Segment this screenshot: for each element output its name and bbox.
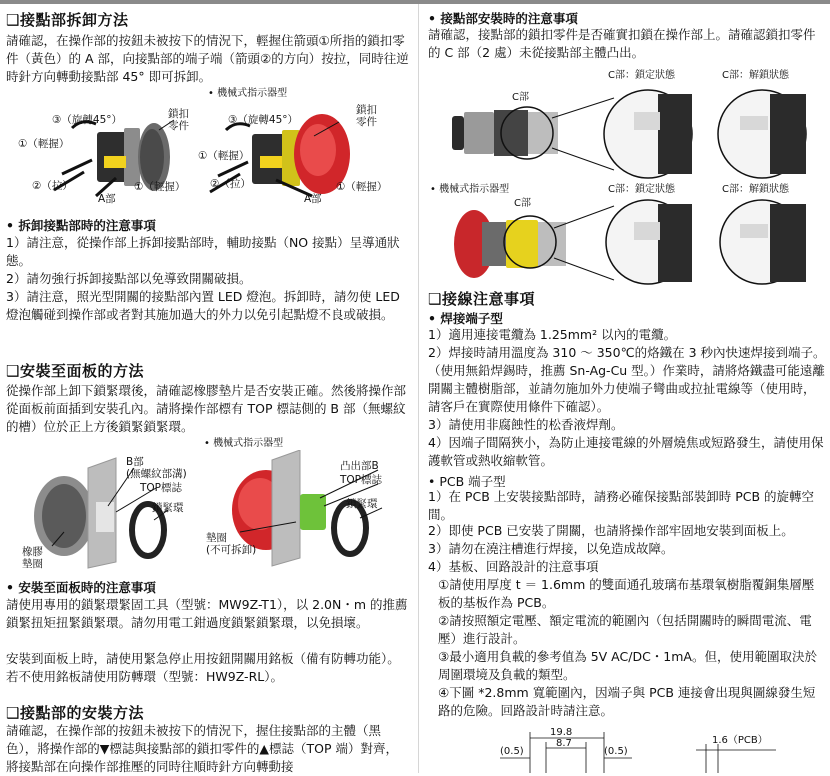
section-title-contact-removal: ❑接點部拆卸方法 [6,11,129,29]
c-lock-state-label-1: C部：鎖定狀態 [608,70,675,81]
section-title-contact-install: ❑接點部的安裝方法 [6,704,144,722]
label-lock-part-left: 鎖扣 零件 [168,108,189,132]
panel-mount-note-2: 安裝到面板上時，請使用緊急停止用按鈕開關用銘板（備有防轉功能）。若不使用銘板請使用防轉環（型號：HW9Z-RL）。 [6,651,400,684]
label-top-mark-right: TOP標誌 [340,474,383,486]
pcb-sub-item-4: ④下圖 *2.8mm 寬範圍內，因端子與 PCB 連接會出現與圖線發生短路的危險。回路設計時請注意。 [438,685,816,718]
label-rotate-right: ③（旋轉45°） [228,114,299,126]
contact-removal-body: 請確認，在操作部的按鈕未被按下的情況下，輕握住箭頭①所指的鎖扣零件（黃色）的 A 部，向接點部的端子端（箭頭②的方向）按拉，同時往逆時針方向轉動接點部 45° 即可拆卸。 [6,33,409,84]
label-a-part-left: A部 [98,193,116,205]
dim-19-8: 19.8 [550,727,573,738]
removal-notes-title: • 拆卸接點部時的注意事項 [6,218,156,233]
panel-mount-note-1: 請使用專用的鎖緊環緊固工具（型號：MW9Z-T1），以 2.0N・m 的推薦鎖緊扭矩扭緊鎖緊環。請勿用電工鉗過度鎖緊鎖緊環，以免損壞。 [6,597,408,630]
label-lock-ring-left: 鎖緊環 [152,502,184,514]
solder-item-2: 2）焊接時請用溫度為 310 ～ 350℃的烙鐵在 3 秒內快速焊接到端子。（使用無鉛焊錫時，推薦 Sn-Ag-Cu 型。）作業時，請將烙鐵盡可能遠離開關主體樹脂部，並請勿施加外力使端子彎曲或拉扯電線等（使用時，請客戶在實際使用條件下確認）。 [428,345,826,414]
section-title-panel-mount: ❑安裝至面板的方法 [6,362,144,380]
removal-note-3: 3）請注意，照光型開關的接點部內置 LED 燈泡。拆卸時，請勿使 LED 燈泡觸碰到操作部或者對其施加過大的外力以免引起點燈不良或破損。 [6,289,400,322]
dim-0-5-left: (0.5) [500,746,524,757]
label-convex-b: 凸出部B [340,460,379,472]
solder-item-4: 4）因端子間隔狹小，為防止連接電線的外層燒焦或短路發生，請使用保護軟管或熱收縮軟管。 [428,435,824,468]
column-divider [418,4,419,773]
label-rubber-gasket: 橡膠 墊圈 [22,546,43,570]
solder-item-3: 3）請使用非腐蝕性的松香液焊劑。 [428,417,624,432]
install-notes-title: • 接點部安裝時的注意事項 [428,11,578,26]
install-notes-body: 請確認，接點部的鎖扣零件是否確實扣鎖在操作部上。請確認鎖扣零件的 C 部（2 處）未從接點部主體凸出。 [428,27,816,60]
c-unlock-state-label-1: C部：解鎖狀態 [722,70,789,81]
label-rotate-left: ③（旋轉45°） [52,114,123,126]
pcb-type-title: • PCB 端子型 [428,474,506,489]
pcb-item-4: 4）基板、回路設計的注意事項 [428,559,599,574]
label-pull-right: ②（拉） [210,178,251,190]
label-gasket-fixed: 墊圈 (不可拆卸) [206,532,257,556]
label-lock-ring-right: 鎖緊環 [346,498,378,510]
section-title-wiring: ❑接線注意事項 [428,290,535,308]
c-lock-state-label-2: C部：鎖定狀態 [608,184,675,195]
label-b-part: B部 (無螺紋部溝) [126,456,187,480]
label-a-part-right: A部 [304,193,322,205]
pcb-dimension-drawing [486,724,826,773]
solder-item-1: 1）適用連接電纜為 1.25mm² 以內的電纜。 [428,327,677,342]
label-pull-left: ②（拉） [32,180,73,192]
top-rule [0,0,830,4]
label-light-hold-left: ①（輕握） [18,138,70,150]
dim-0-5-right: (0.5) [604,746,628,757]
c-unlock-state-label-2: C部：解鎖狀態 [722,184,789,195]
pcb-item-1: 1）在 PCB 上安裝接點部時，請務必確保接點部裝卸時 PCB 的旋轉空間。 [428,489,815,522]
label-top-mark-left: TOP標誌 [140,482,183,494]
label-lock-part-right: 鎖扣 零件 [356,104,377,128]
solder-type-title: • 焊接端子型 [428,311,503,326]
dim-pcb-thickness: 1.6（PCB） [712,735,768,746]
label-light-hold-right-2: ①（輕握） [336,181,388,193]
panel-mount-body: 從操作部上卸下鎖緊環後，請確認橡膠墊片是否安裝正確。然後將操作部從面板前面插到安裝孔內。請將操作部標有 TOP 標誌側的 B 部（無螺紋的槽）位於正上方後鎖緊鎖緊環。 [6,383,407,434]
c-part-illustration-1 [444,82,828,182]
c-part-illustration-2 [444,196,828,288]
pcb-item-3: 3）請勿在澆注槽進行焊接，以免造成故障。 [428,541,674,556]
pcb-sub-item-2: ②請按照額定電壓、額定電流的範圍內（包括開關時的瞬間電流、電壓）進行設計。 [438,613,812,646]
removal-note-2: 2）請勿強行拆卸接點部以免導致開關破損。 [6,271,252,286]
mech-caption-right: • 機械式指示器型 [430,184,510,195]
removal-note-1: 1）請注意，從操作部上拆卸接點部時，輔助接點（NO 接點）呈導通狀態。 [6,235,400,268]
c-part-label-1: C部 [512,92,529,103]
label-light-hold-right: ①（輕握） [198,150,250,162]
label-light-hold-left-2: ①（輕握） [134,181,186,193]
pcb-sub-item-3: ③最小適用負載的參考值為 5V AC/DC・1mA。但，使用範圍取決於周圍環境及負載的類型。 [438,649,817,682]
figure-caption-mechanical-2: • 機械式指示器型 [204,438,284,449]
pcb-sub-item-1: ①請使用厚度 t ＝ 1.6mm 的雙面通孔玻璃布基環氧樹脂覆銅集層壓板的基板作為 PCB。 [438,577,815,610]
pcb-item-2: 2）即使 PCB 已安裝了開關，也請將操作部牢固地安裝到面板上。 [428,523,794,538]
panel-mount-notes-title: • 安裝至面板時的注意事項 [6,580,156,595]
dim-8-7: 8.7 [556,738,572,749]
c-part-label-2: C部 [514,198,531,209]
figure-caption-mechanical: • 機械式指示器型 [208,88,288,99]
contact-install-body: 請確認，在操作部的按鈕未被按下的情況下，握住接點部的主體（黑色），將操作部的▼標誌與接點部的鎖扣零件的▲標誌（TOP 端）對齊，將接點部在向操作部推壓的同時往順時針方向轉動接 [6,723,398,774]
